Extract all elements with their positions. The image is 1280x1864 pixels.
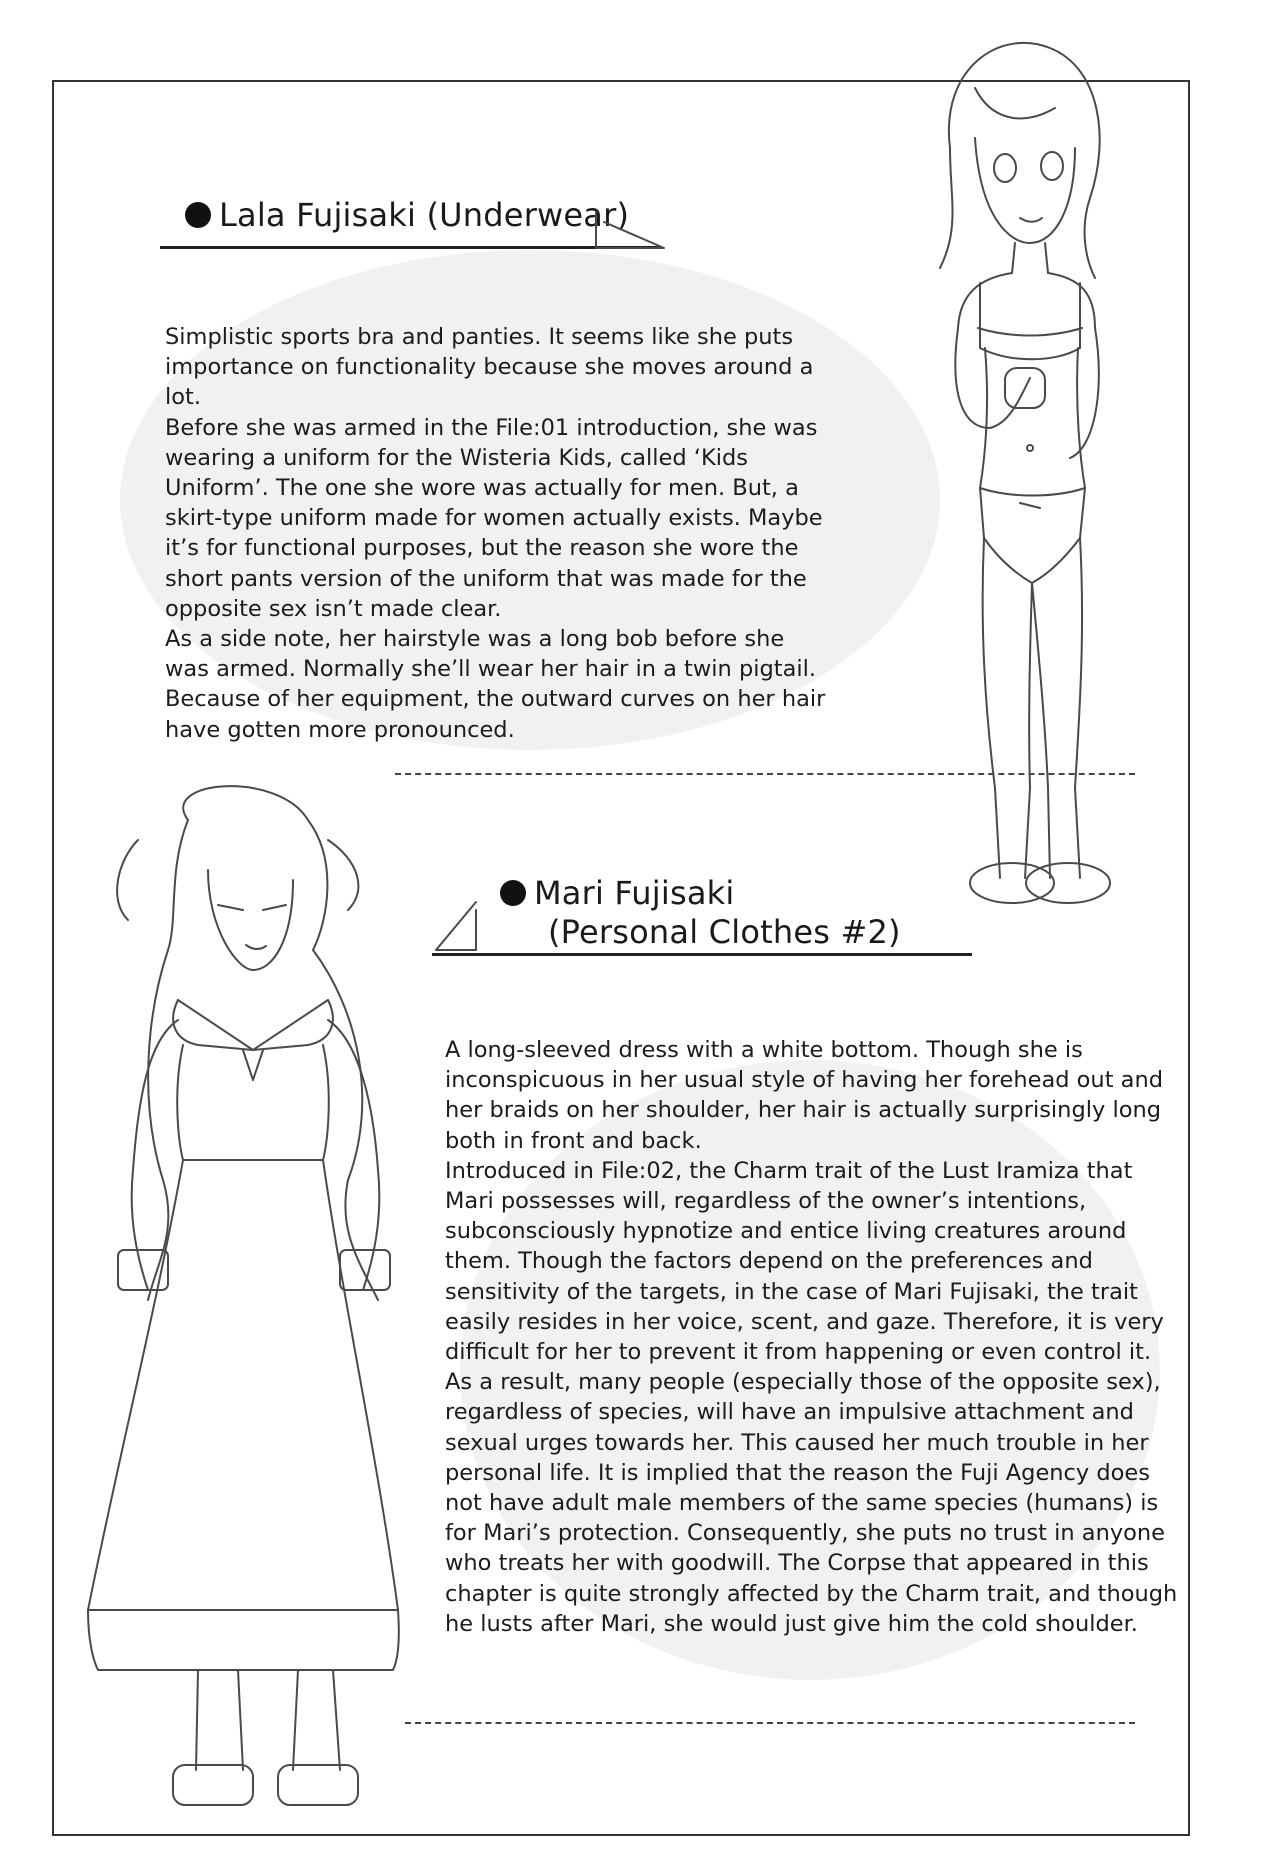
mari-paragraph: A long-sleeved dress with a white bottom. Though she is inconspicuous in her usual style of having her forehead out and her braids on her shoulder, her hair is actually surprisingly long both in front and back. xyxy=(445,1037,1164,1154)
lala-title-underline xyxy=(160,246,660,249)
lala-paragraph: As a side note, her hairstyle was a long bob before she was armed. Normally she’ll wear her hair in a twin pigtail. Because of her equipment, the outward curves on her hair have gotten more pronounced. xyxy=(165,626,826,743)
lala-paragraph: Before she was armed in the File:01 introduction, she was wearing a uniform for the Wisteria Kids, called ‘Kids Uniform’. The one she wore was actually for men. But, a skirt-type uniform made for women actually exists. Maybe it’s for functional purposes, but the reason she wore the short pants version of the uniform that was made for the opposite sex isn’t made clear. xyxy=(165,414,823,622)
lala-paragraph: Simplistic sports bra and panties. It seems like she puts importance on functionality because she moves around a lot. xyxy=(165,324,814,411)
title-flag-icon xyxy=(590,208,670,258)
bullet-icon xyxy=(185,202,211,228)
lala-description xyxy=(165,322,835,745)
mari-title-line2: (Personal Clothes #2) xyxy=(548,913,901,951)
mari-section-title xyxy=(500,873,734,913)
mari-section-subtitle xyxy=(548,912,901,952)
lala-section-title xyxy=(185,195,629,235)
mari-description xyxy=(445,1035,1180,1639)
title-flag-icon xyxy=(432,898,492,958)
section-divider xyxy=(395,773,1135,775)
lala-underwear-illustration xyxy=(880,28,1140,908)
mari-title-line1: Mari Fujisaki xyxy=(534,874,735,912)
mari-dress-illustration xyxy=(78,780,408,1840)
mari-paragraph: Introduced in File:02, the Charm trait of the Lust Iramiza that Mari possesses will, regardless of the owner’s intentions, subconsciously hypnotize and entice living creatures around them. Though the factors depend on the preferences and sensitivity of the targets, in the case of Mari Fujisaki, the trait easily resides in her voice, scent, and gaze. Therefore, it is very difficult for her to prevent it from happening or even control it. As a result, many people (especially those of the opposite sex), regardless of species, will have an impulsive attachment and sexual urges towards her. This caused her much trouble in her personal life. It is implied that the reason the Fuji Agency does not have adult male members of the same species (humans) is for Mari’s protection. Consequently, she puts no trust in anyone who treats her with goodwill. The Corpse that appeared in this chapter is quite strongly affected by the Charm trait, and though he lusts after Mari, she would just give him the cold shoulder. xyxy=(445,1157,1178,1637)
bullet-icon xyxy=(500,880,526,906)
lala-title-text: Lala Fujisaki (Underwear) xyxy=(219,196,630,234)
mari-title-underline xyxy=(432,953,972,956)
section-divider xyxy=(405,1722,1135,1724)
